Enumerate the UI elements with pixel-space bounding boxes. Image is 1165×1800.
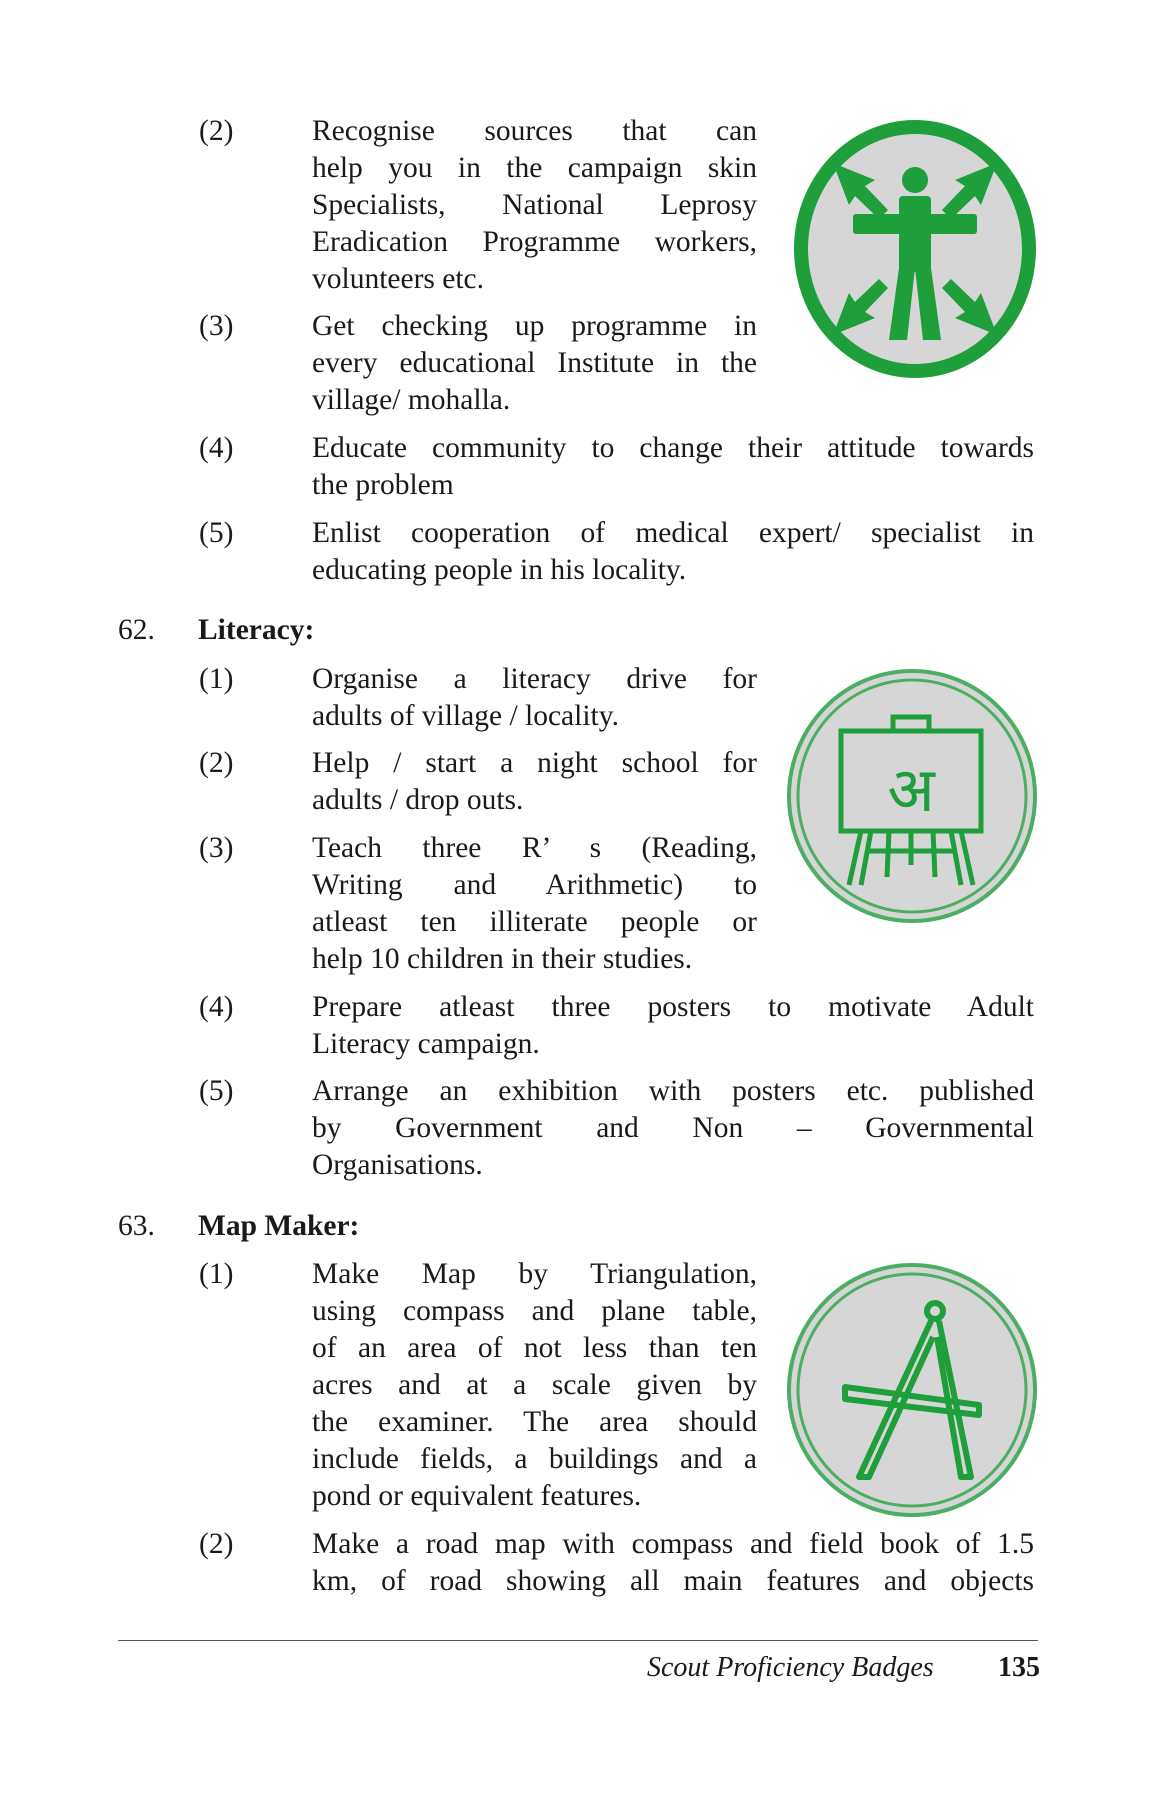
item-text-line: volunteers etc. <box>312 263 485 295</box>
item-number: (1) <box>199 663 234 695</box>
badge-letter: अ <box>887 753 935 826</box>
item-text-line: Teach three R’ s (Reading, <box>312 832 757 864</box>
item-text-line: Get checking up programme in <box>312 310 757 342</box>
page-number: 135 <box>998 1652 1040 1683</box>
item-text-line: atleast ten illiterate people or <box>312 906 757 938</box>
item-text-line: Writing and Arithmetic) to <box>312 869 757 901</box>
item-text-line: Enlist cooperation of medical expert/ specialist in <box>312 517 1034 549</box>
item-number: (3) <box>199 832 234 864</box>
item-text-line: pond or equivalent features. <box>312 1480 642 1512</box>
item-text-line: Make a road map with compass and field book of 1.5 <box>312 1528 1034 1560</box>
item-text-line: Arrange an exhibition with posters etc. published <box>312 1075 1034 1107</box>
item-number: (3) <box>199 310 234 342</box>
item-text-line: Make Map by Triangulation, <box>312 1258 757 1290</box>
item-text-line: using compass and plane table, <box>312 1295 757 1327</box>
item-number: (5) <box>199 1075 234 1107</box>
section-title: Map Maker: <box>198 1210 360 1242</box>
item-text-line: Eradication Programme workers, <box>312 226 757 258</box>
item-text-line: every educational Institute in the <box>312 347 757 379</box>
section-title: Literacy: <box>198 614 315 646</box>
item-text-line: Educate community to change their attitude towards <box>312 432 1034 464</box>
section-number: 63. <box>118 1210 155 1242</box>
item-text-line: Organisations. <box>312 1149 483 1181</box>
item-number: (2) <box>199 747 234 779</box>
item-number: (1) <box>199 1258 234 1290</box>
item-text-line: acres and at a scale given by <box>312 1369 757 1401</box>
item-number: (5) <box>199 517 234 549</box>
item-text-line: adults / drop outs. <box>312 784 524 816</box>
item-text-line: Prepare atleast three posters to motivate Adult <box>312 991 1034 1023</box>
item-number: (2) <box>199 1528 234 1560</box>
item-number: (4) <box>199 991 234 1023</box>
item-text-line: Specialists, National Leprosy <box>312 189 757 221</box>
item-text-line: of an area of not less than ten <box>312 1332 757 1364</box>
item-text-line: adults of village / locality. <box>312 700 619 732</box>
item-text-line: the problem <box>312 469 454 501</box>
item-text-line: Organise a literacy drive for <box>312 663 757 695</box>
item-text-line: by Government and Non – Governmental <box>312 1112 1034 1144</box>
item-text-line: include fields, a buildings and a <box>312 1443 757 1475</box>
item-number: (2) <box>199 115 234 147</box>
item-text-line: Literacy campaign. <box>312 1028 540 1060</box>
item-number: (4) <box>199 432 234 464</box>
leprosy-badge-icon <box>793 118 1038 380</box>
item-text-line: help 10 children in their studies. <box>312 943 693 975</box>
item-text-line: Help / start a night school for <box>312 747 757 779</box>
footer-rule <box>118 1640 1038 1641</box>
item-text-line: educating people in his locality. <box>312 554 687 586</box>
literacy-badge-icon <box>783 665 1041 927</box>
item-text-line: the examiner. The area should <box>312 1406 757 1438</box>
item-text-line: Recognise sources that can <box>312 115 757 147</box>
item-text-line: km, of road showing all main features and objects <box>312 1565 1034 1597</box>
item-text-line: village/ mohalla. <box>312 384 511 416</box>
section-number: 62. <box>118 614 155 646</box>
item-text-line: help you in the campaign skin <box>312 152 757 184</box>
map-maker-badge-icon <box>783 1259 1041 1521</box>
footer-book-title: Scout Proficiency Badges <box>647 1652 934 1683</box>
